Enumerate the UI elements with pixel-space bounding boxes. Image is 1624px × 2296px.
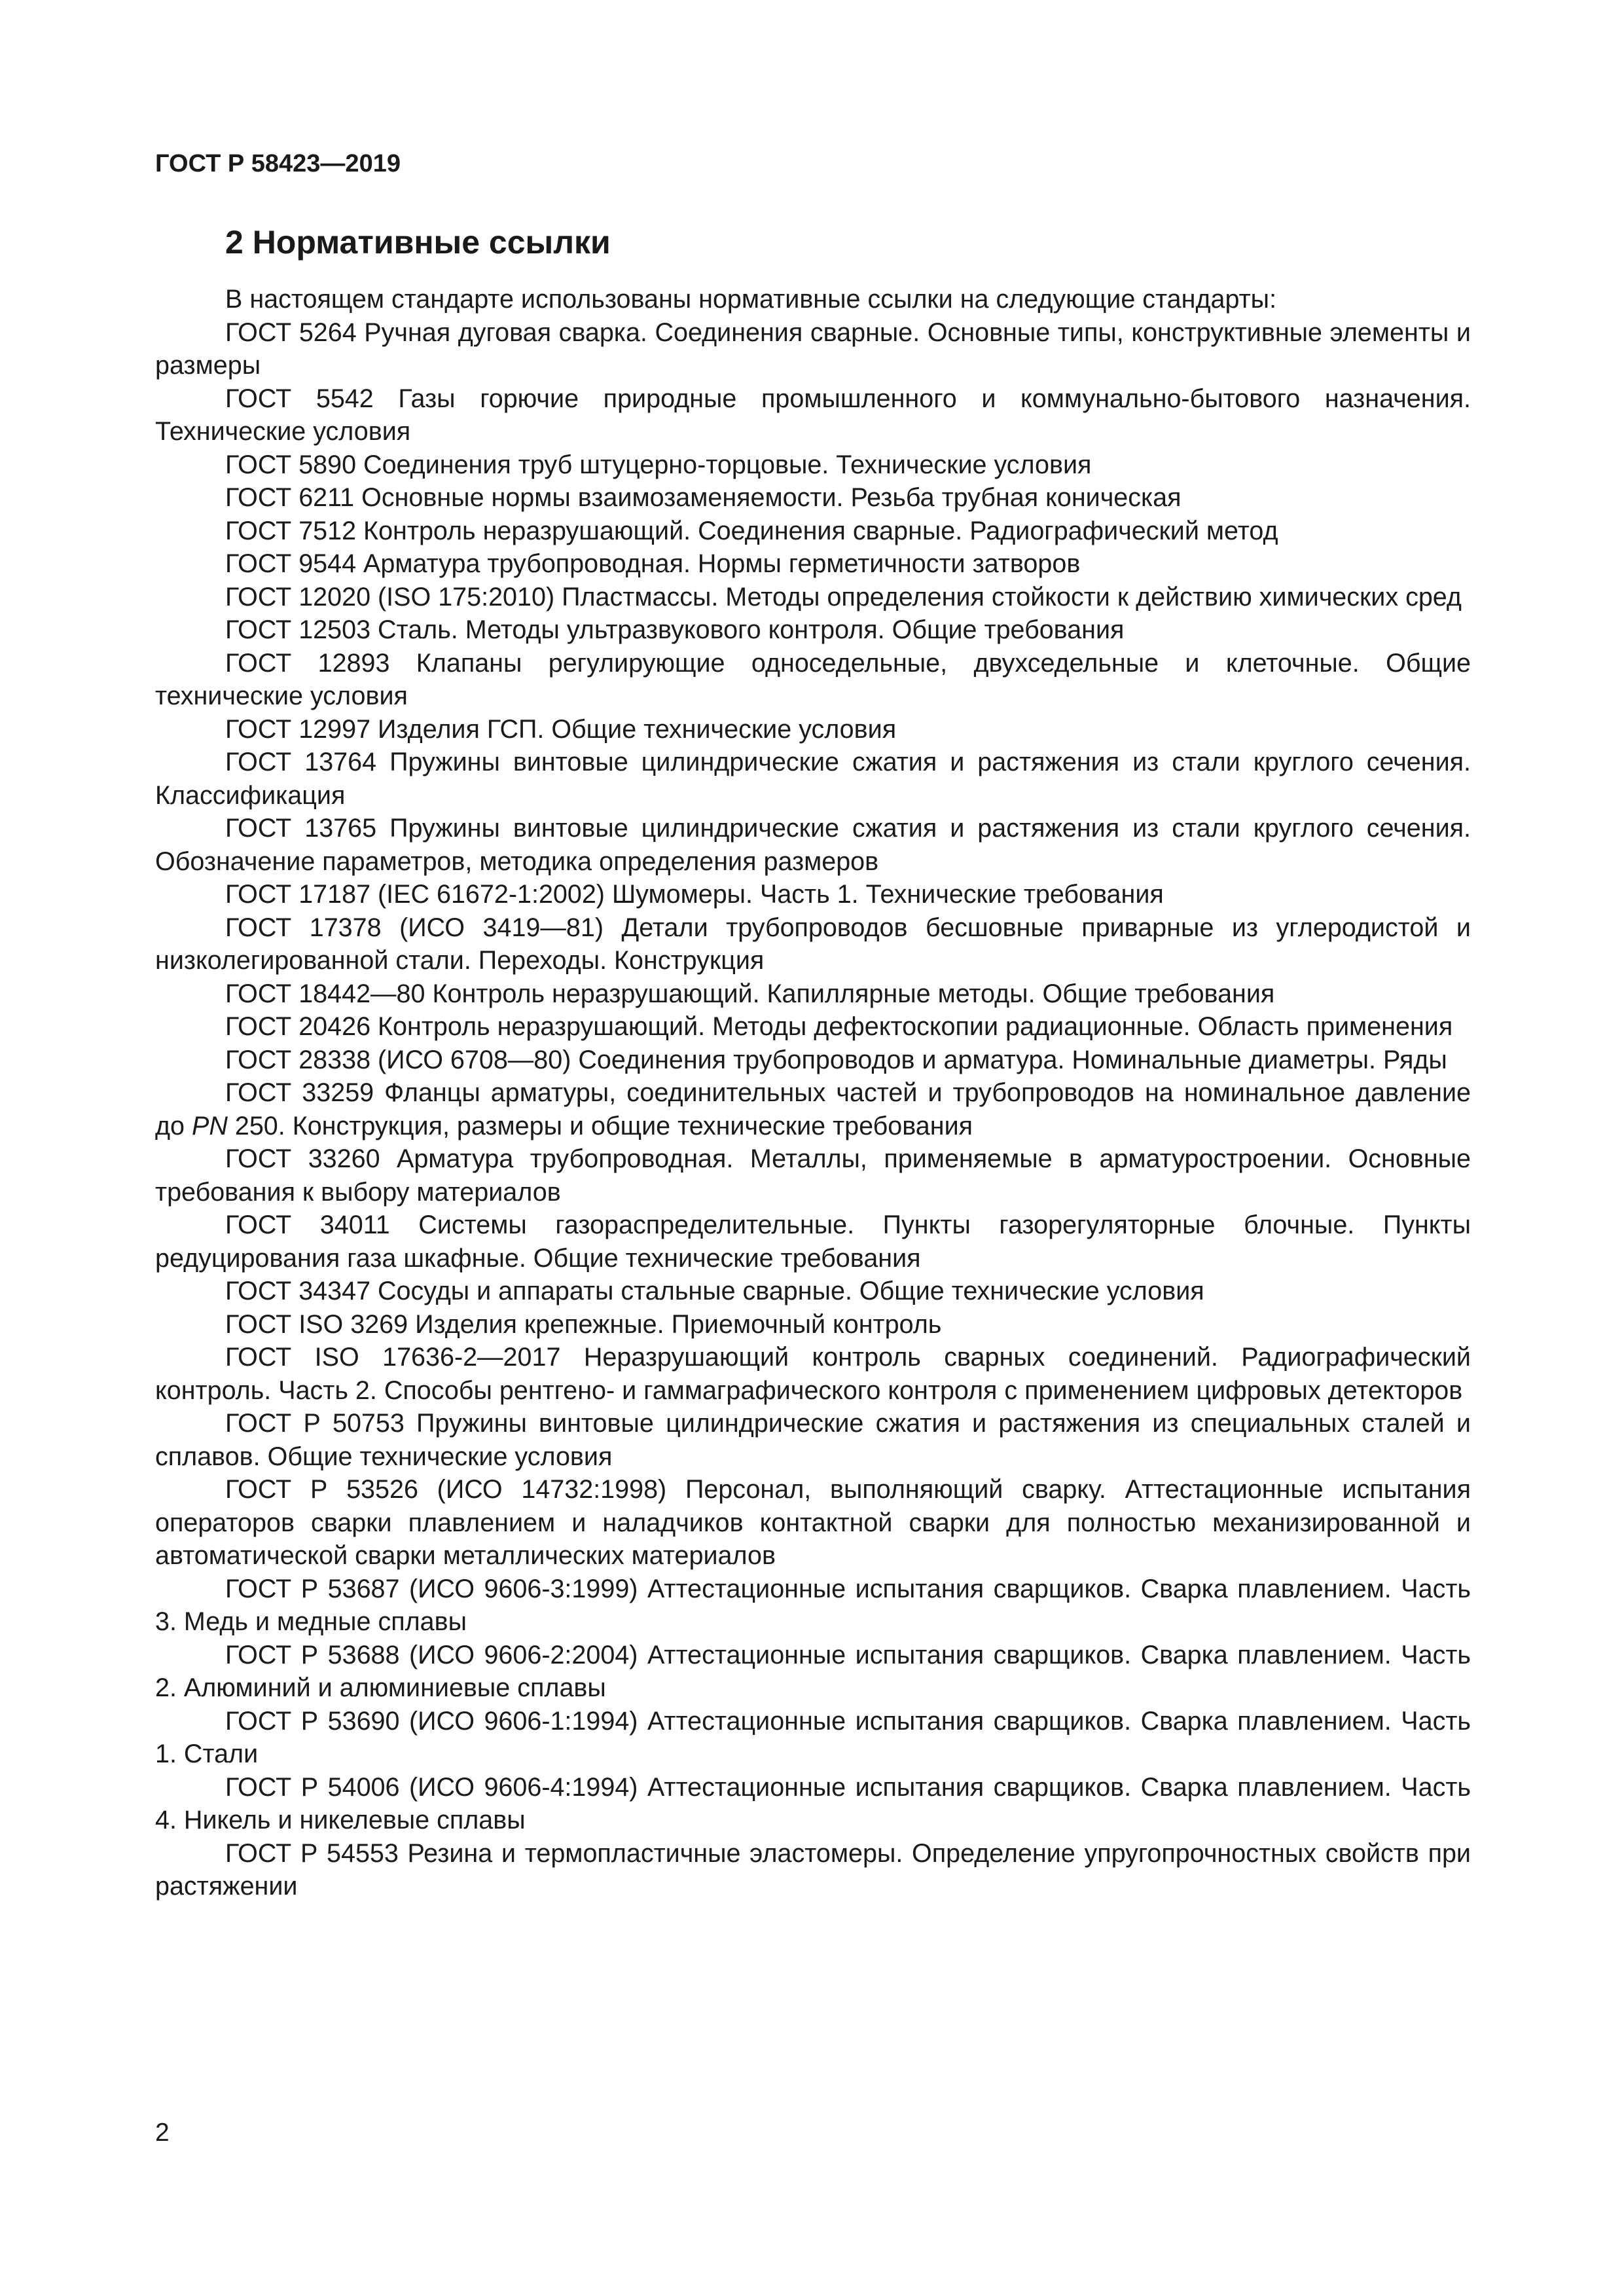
reference-gost-13765: ГОСТ 13765 Пружины винтовые цилиндрические сжатия и растяжения из стали круглого сечения. Обозначение параметров, методика определения размеров [155, 814, 1471, 876]
reference-gost-17378: ГОСТ 17378 (ИСО 3419—81) Детали трубопроводов бесшовные приварные из углеродистой и низколегированной стали. Переходы. Конструкция [155, 913, 1471, 975]
reference-gost-33259-text-after: 250. Конструкция, размеры и общие технические требования [227, 1111, 973, 1140]
reference-gost-r-54553: ГОСТ Р 54553 Резина и термопластичные эластомеры. Определение упругопрочностных свойств при растяжении [155, 1838, 1471, 1901]
reference-gost-5264: ГОСТ 5264 Ручная дуговая сварка. Соединения сварные. Основные типы, конструктивные элементы и размеры [155, 318, 1471, 380]
page-number: 2 [155, 2119, 170, 2147]
reference-gost-5890: ГОСТ 5890 Соединения труб штуцерно-торцовые. Технические условия [225, 450, 1092, 479]
reference-gost-33259-pn: PN [192, 1111, 228, 1140]
reference-gost-7512: ГОСТ 7512 Контроль неразрушающий. Соединения сварные. Радиографический метод [225, 516, 1278, 545]
reference-gost-33260: ГОСТ 33260 Арматура трубопроводная. Металлы, применяемые в арматуростроении. Основные требования к выбору материалов [155, 1144, 1471, 1207]
reference-gost-6211: ГОСТ 6211 Основные нормы взаимозаменяемости. Резьба трубная коническая [225, 483, 1182, 512]
reference-gost-r-53688: ГОСТ Р 53688 (ИСО 9606-2:2004) Аттестационные испытания сварщиков. Сварка плавлением. Часть 2. Алюминий и алюминиевые сплавы [155, 1640, 1471, 1702]
document-header: ГОСТ Р 58423—2019 [155, 150, 401, 177]
reference-gost-28338: ГОСТ 28338 (ИСО 6708—80) Соединения трубопроводов и арматура. Номинальные диаметры. Ряды [225, 1045, 1447, 1074]
reference-gost-iso-3269: ГОСТ ISO 3269 Изделия крепежные. Приемочный контроль [225, 1309, 942, 1339]
reference-gost-34347: ГОСТ 34347 Сосуды и аппараты стальные сварные. Общие технические условия [225, 1277, 1204, 1305]
reference-gost-33259 [155, 1076, 1471, 1142]
reference-gost-34011: ГОСТ 34011 Системы газораспределительные. Пункты газорегуляторные блочные. Пункты редуцирования газа шкафные. Общие технические требования [155, 1211, 1471, 1273]
reference-gost-5542: ГОСТ 5542 Газы горючие природные промышленного и коммунально-бытового назначения. Технические условия [155, 384, 1471, 446]
reference-gost-12997: ГОСТ 12997 Изделия ГСП. Общие технические условия [225, 714, 897, 744]
reference-gost-33259-text-before: ГОСТ 33259 Фланцы арматуры, соединительных частей и трубопроводов на номинальное давление до [155, 1078, 1471, 1140]
reference-gost-iso-17636-2: ГОСТ ISO 17636-2—2017 Неразрушающий контроль сварных соединений. Радиографический контроль. Часть 2. Способы рентгено- и гаммаграфического контроля с применением цифровых детекторов [155, 1343, 1471, 1405]
reference-gost-r-53526: ГОСТ Р 53526 (ИСО 14732:1998) Персонал, выполняющий сварку. Аттестационные испытания операторов сварки плавлением и наладчиков контактной сварки для полностью механизированной и автоматической сварки металлических материалов [155, 1475, 1471, 1570]
reference-gost-20426: ГОСТ 20426 Контроль неразрушающий. Методы дефектоскопии радиационные. Область применения [225, 1012, 1453, 1041]
reference-gost-r-54006: ГОСТ Р 54006 (ИСО 9606-4:1994) Аттестационные испытания сварщиков. Сварка плавлением. Часть 4. Никель и никелевые сплавы [155, 1772, 1471, 1834]
section-title: 2 Нормативные ссылки [225, 224, 611, 261]
reference-gost-r-53690: ГОСТ Р 53690 (ИСО 9606-1:1994) Аттестационные испытания сварщиков. Сварка плавлением. Часть 1. Стали [155, 1706, 1471, 1768]
reference-gost-r-50753: ГОСТ Р 50753 Пружины винтовые цилиндрические сжатия и растяжения из специальных сталей и сплавов. Общие технические условия [155, 1409, 1471, 1471]
intro-paragraph: В настоящем стандарте использованы нормативные ссылки на следующие стандарты: [225, 285, 1277, 314]
reference-gost-r-53687: ГОСТ Р 53687 (ИСО 9606-3:1999) Аттестационные испытания сварщиков. Сварка плавлением. Часть 3. Медь и медные сплавы [155, 1574, 1471, 1636]
references-body [155, 283, 1471, 1903]
reference-gost-17187: ГОСТ 17187 (IEC 61672-1:2002) Шумомеры. Часть 1. Технические требования [225, 880, 1164, 909]
reference-gost-12020: ГОСТ 12020 (ISO 175:2010) Пластмассы. Методы определения стойкости к действию химических сред [225, 582, 1462, 611]
reference-gost-18442: ГОСТ 18442—80 Контроль неразрушающий. Капиллярные методы. Общие требования [225, 979, 1275, 1008]
reference-gost-9544: ГОСТ 9544 Арматура трубопроводная. Нормы герметичности затворов [225, 549, 1081, 578]
reference-gost-12503: ГОСТ 12503 Сталь. Методы ультразвукового контроля. Общие требования [225, 615, 1125, 644]
reference-gost-13764: ГОСТ 13764 Пружины винтовые цилиндрические сжатия и растяжения из стали круглого сечения. Классификация [155, 748, 1471, 810]
reference-gost-12893: ГОСТ 12893 Клапаны регулирующие односедельные, двухседельные и клеточные. Общие технические условия [155, 648, 1471, 710]
